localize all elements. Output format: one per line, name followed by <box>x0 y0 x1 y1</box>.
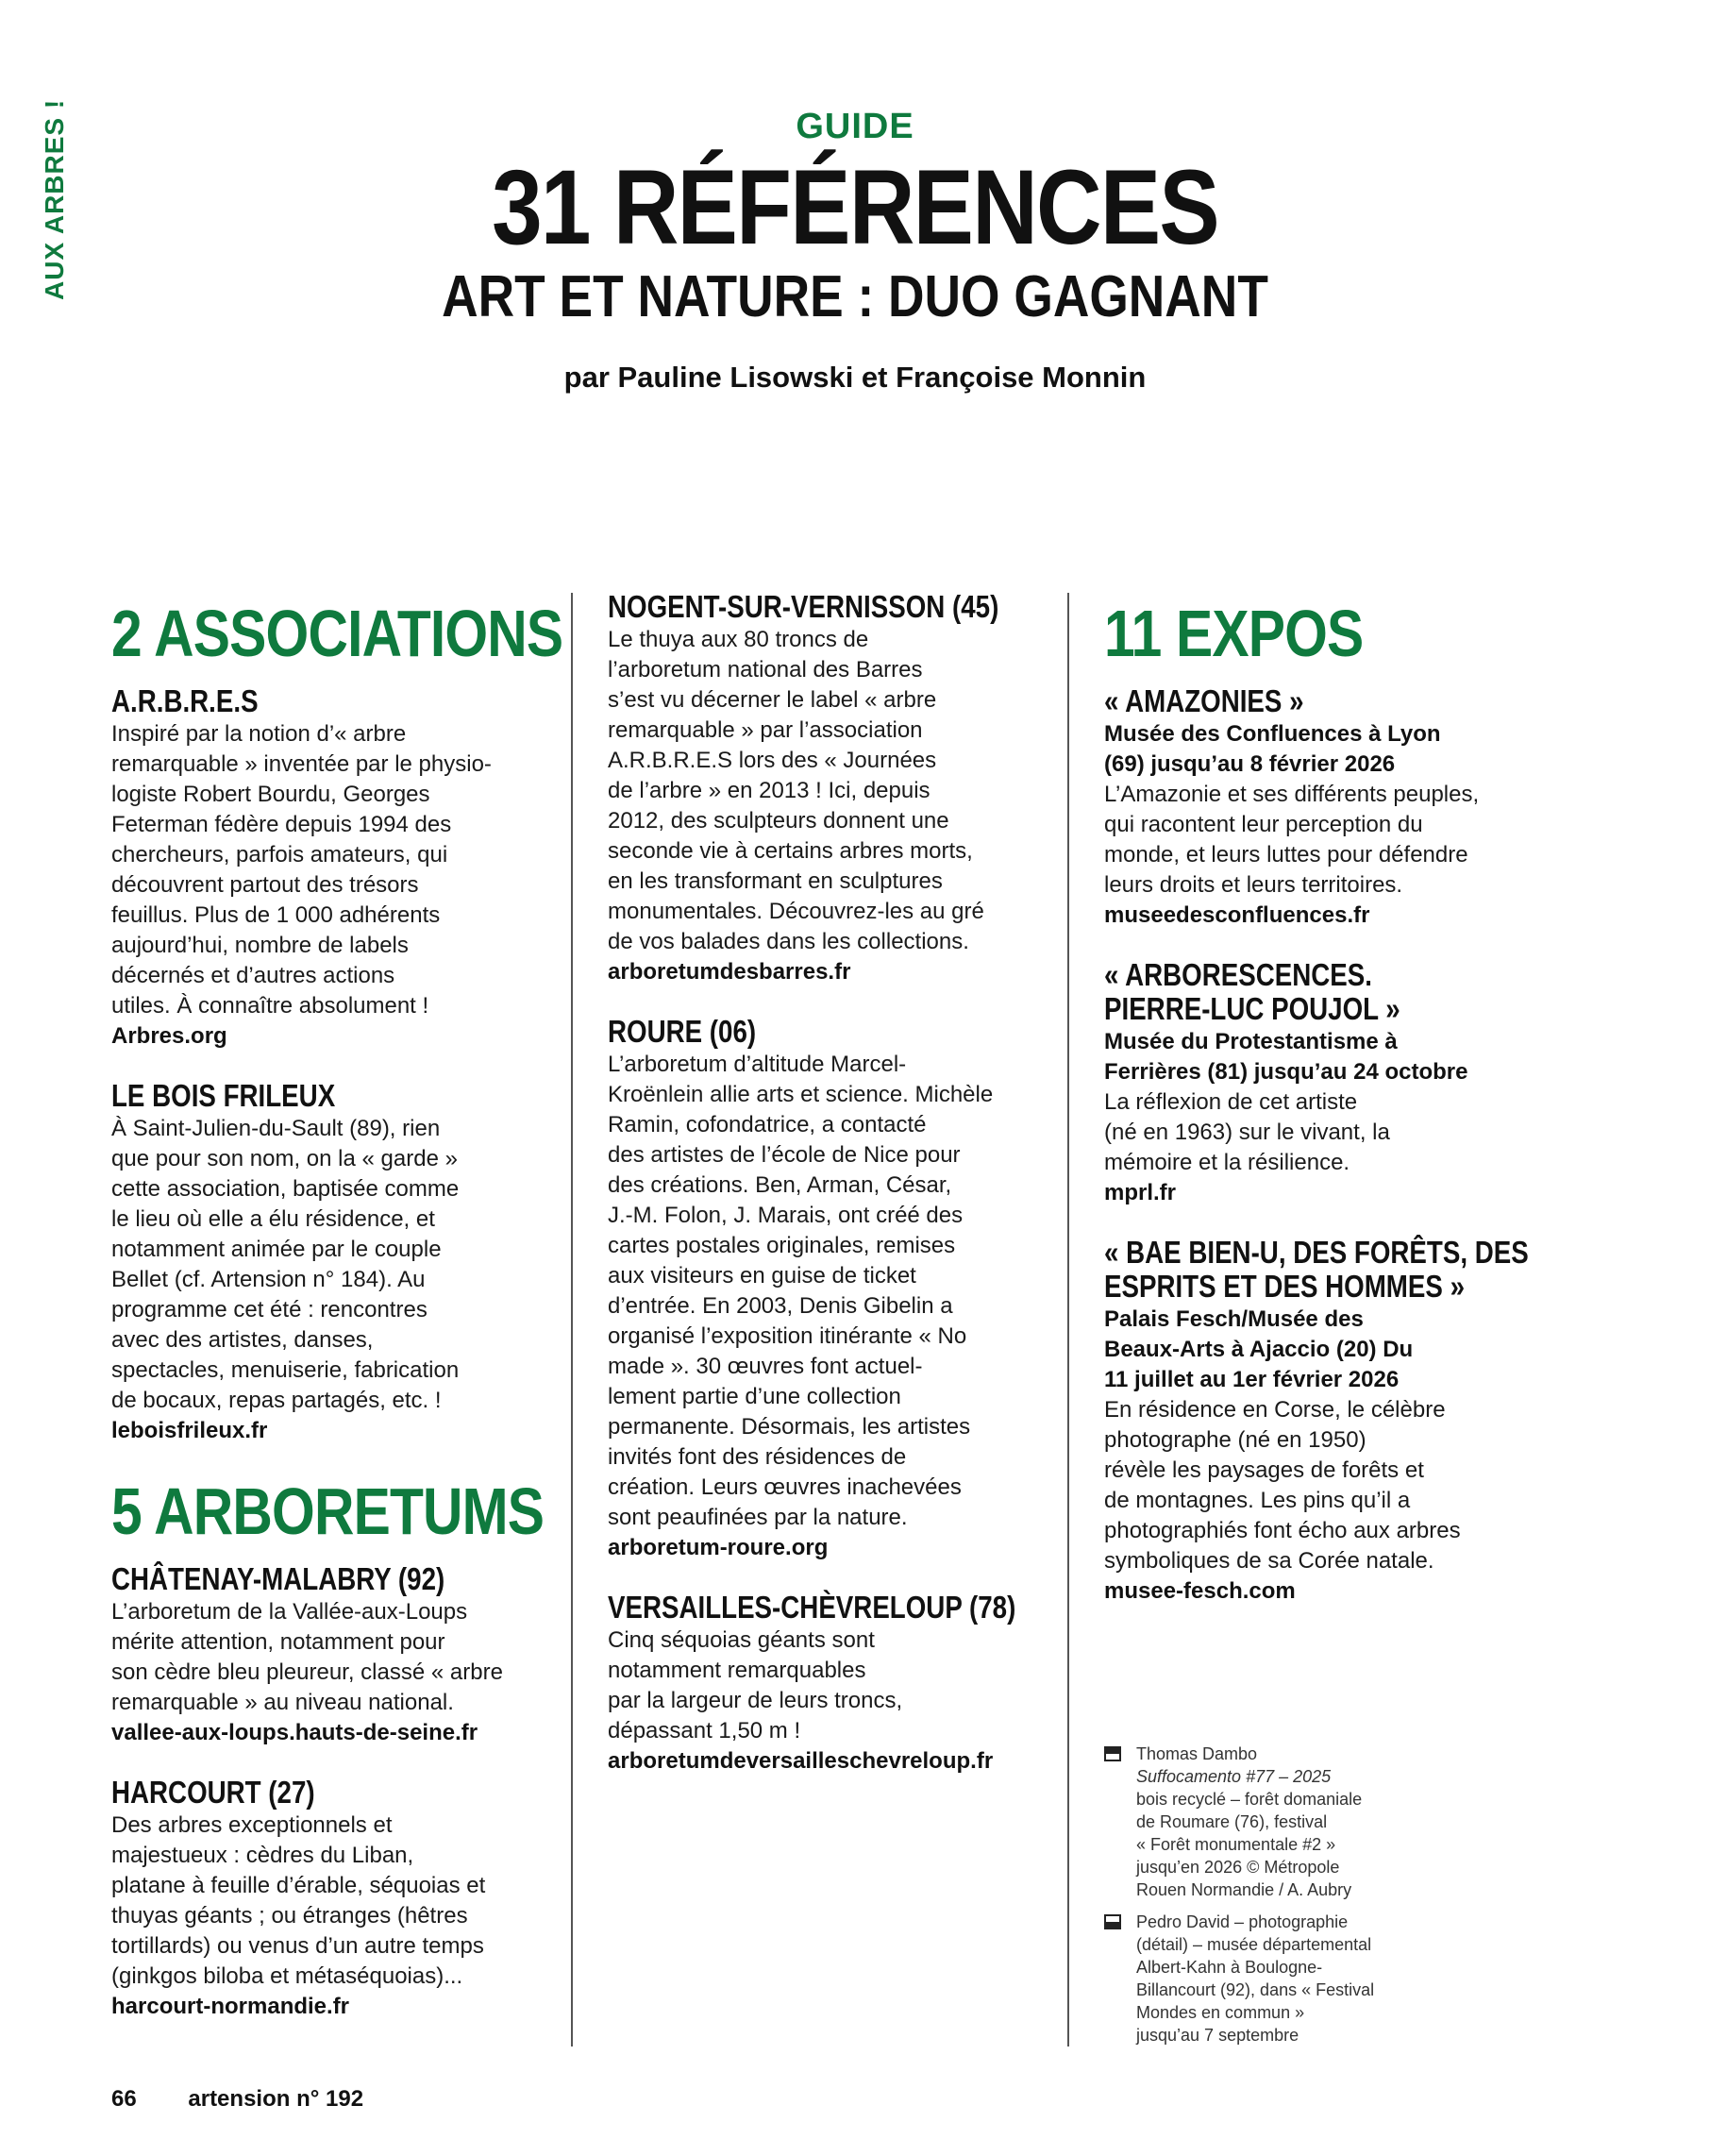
text-line: A.R.B.R.E.S lors des « Journées <box>608 748 937 773</box>
text-line: photographe (né en 1950) <box>1104 1427 1366 1453</box>
text-line: aux visiteurs en guise de ticket <box>608 1263 916 1289</box>
entry-title: PIERRE-LUC POUJOL » <box>1104 991 1400 1026</box>
entry-link[interactable]: arboretumdeversailleschevreloup.fr <box>608 1748 994 1774</box>
text-line: cartes postales originales, remises <box>608 1233 956 1258</box>
entry-link[interactable]: arboretum-roure.org <box>608 1535 829 1560</box>
page-title: 31 RÉFÉRENCES <box>492 148 1218 266</box>
entry-arbres <box>111 685 544 1052</box>
entry-link[interactable]: musee-fesch.com <box>1104 1578 1296 1604</box>
caption-line: Billancourt (92), dans « Festival <box>1136 1980 1375 1999</box>
text-line: platane à feuille d’érable, séquoias et <box>111 1873 486 1898</box>
text-line: qui racontent leur perception du <box>1104 812 1423 837</box>
text-line: d’entrée. En 2003, Denis Gibelin a <box>608 1293 953 1319</box>
section-title-associations: 2 ASSOCIATIONS <box>111 597 563 670</box>
caption-line: bois recyclé – forêt domaniale <box>1136 1790 1363 1809</box>
text-line: s’est vu décerner le label « arbre <box>608 687 937 713</box>
text-line: en les transformant en sculptures <box>608 868 943 894</box>
text-line: L’arboretum d’altitude Marcel- <box>608 1052 907 1077</box>
meta-line: (69) jusqu’au 8 février 2026 <box>1104 751 1396 777</box>
entry-link[interactable]: arboretumdesbarres.fr <box>608 959 851 985</box>
text-line: de montagnes. Les pins qu’il a <box>1104 1488 1411 1513</box>
text-line: de vos balades dans les collections. <box>608 929 969 954</box>
text-line: J.-M. Folon, J. Marais, ont créé des <box>608 1203 964 1228</box>
text-line: que pour son nom, on la « garde » <box>111 1146 458 1171</box>
caption-line: jusqu’au 7 septembre <box>1136 2026 1299 2045</box>
text-line: sont peaufinées par la nature. <box>608 1505 908 1530</box>
text-line: création. Leurs œuvres inachevées <box>608 1474 962 1500</box>
text-line: mémoire et la résilience. <box>1104 1150 1350 1175</box>
kicker: GUIDE <box>796 107 914 146</box>
text-line: symboliques de sa Corée natale. <box>1104 1548 1434 1574</box>
entry-title: ROURE (06) <box>608 1014 757 1049</box>
text-line: photographiés font écho aux arbres <box>1104 1518 1461 1543</box>
text-line: Des arbres exceptionnels et <box>111 1812 393 1838</box>
page-subtitle: ART ET NATURE : DUO GAGNANT <box>442 264 1268 329</box>
text-line: leurs droits et leurs territoires. <box>1104 872 1403 898</box>
text-line: dépassant 1,50 m ! <box>608 1718 801 1743</box>
text-line: cette association, baptisée comme <box>111 1176 460 1202</box>
section-title-arboretums: 5 ARBORETUMS <box>111 1474 545 1548</box>
caption-line: Mondes en commun » <box>1136 2003 1305 2022</box>
image-position-icon <box>1104 1746 1121 1761</box>
entry-text <box>111 719 544 1021</box>
entry-roure <box>608 1016 1042 1563</box>
text-line: tortillards) ou venus d’un autre temps <box>111 1933 484 1959</box>
caption-line: « Forêt monumentale #2 » <box>1136 1835 1336 1854</box>
caption-line: (détail) – musée départemental <box>1136 1935 1372 1954</box>
entry-harcourt <box>111 1777 544 2022</box>
entry-link[interactable]: leboisfrileux.fr <box>111 1418 268 1443</box>
text-line: Inspiré par la notion d’« arbre <box>111 721 407 747</box>
entry-title: A.R.B.R.E.S <box>111 683 259 718</box>
entry-text <box>608 1050 1042 1533</box>
text-line: mérite attention, notamment pour <box>111 1629 445 1655</box>
page-footer <box>111 2086 363 2113</box>
text-line: feuillus. Plus de 1 000 adhérents <box>111 902 441 928</box>
entry-text <box>608 1625 1042 1746</box>
text-line: notamment remarquables <box>608 1658 866 1683</box>
entry-meta <box>1104 1305 1548 1395</box>
text-line: Le thuya aux 80 troncs de <box>608 627 869 652</box>
text-line: L’Amazonie et ses différents peuples, <box>1104 782 1480 807</box>
column-3 <box>1104 591 1548 1635</box>
text-line: avec des artistes, danses, <box>111 1327 374 1353</box>
entry-title: CHÂTENAY-MALABRY (92) <box>111 1561 445 1596</box>
entry-title: VERSAILLES-CHÈVRELOUP (78) <box>608 1590 1016 1625</box>
text-line: utiles. À connaître absolument ! <box>111 993 429 1019</box>
entry-text <box>608 625 1042 957</box>
side-label-text: AUX ARBRES ! <box>40 98 69 300</box>
text-line: Bellet (cf. Artension n° 184). Au <box>111 1267 426 1292</box>
entry-title: LE BOIS FRILEUX <box>111 1078 336 1113</box>
text-line: son cèdre bleu pleureur, classé « arbre <box>111 1659 503 1685</box>
entry-link[interactable]: mprl.fr <box>1104 1180 1177 1205</box>
text-line: (né en 1963) sur le vivant, la <box>1104 1120 1390 1145</box>
entry-text <box>111 1811 544 1992</box>
text-line: organisé l’exposition itinérante « No <box>608 1323 967 1349</box>
caption-line: Rouen Normandie / A. Aubry <box>1136 1880 1352 1899</box>
column-divider <box>1067 593 1069 2047</box>
caption-line: Albert-Kahn à Boulogne- <box>1136 1958 1323 1977</box>
entry-arborescences <box>1104 959 1548 1208</box>
text-line: l’arboretum national des Barres <box>608 657 923 682</box>
entry-meta <box>1104 719 1548 780</box>
text-line: 2012, des sculpteurs donnent une <box>608 808 949 834</box>
text-line: remarquable » au niveau national. <box>111 1690 454 1715</box>
entry-link[interactable]: harcourt-normandie.fr <box>111 1994 350 2019</box>
text-line: Kroënlein allie arts et science. Michèle <box>608 1082 994 1107</box>
text-line: le lieu où elle a élu résidence, et <box>111 1206 435 1232</box>
text-line: monde, et leurs luttes pour défendre <box>1104 842 1468 867</box>
entry-versailles <box>608 1592 1042 1777</box>
text-line: programme cet été : rencontres <box>111 1297 428 1322</box>
entry-text <box>111 1597 544 1718</box>
text-line: aujourd’hui, nombre de labels <box>111 933 409 958</box>
entry-nogent <box>608 591 1042 987</box>
text-line: remarquable » par l’association <box>608 717 923 743</box>
caption-line: jusqu’en 2026 © Métropole <box>1136 1858 1340 1877</box>
text-line: spectacles, menuiserie, fabrication <box>111 1357 460 1383</box>
page-header <box>0 98 1710 398</box>
text-line: lement partie d’une collection <box>608 1384 901 1409</box>
text-line: notamment animée par le couple <box>111 1237 442 1262</box>
entry-title: « AMAZONIES » <box>1104 683 1304 718</box>
text-line: des artistes de l’école de Nice pour <box>608 1142 961 1168</box>
entry-link[interactable]: Arbres.org <box>111 1023 227 1049</box>
entry-title: « BAE BIEN-U, DES FORÊTS, DES <box>1104 1235 1529 1270</box>
column-divider <box>571 593 573 2047</box>
meta-line: Musée des Confluences à Lyon <box>1104 721 1441 747</box>
text-line: chercheurs, parfois amateurs, qui <box>111 842 448 867</box>
text-line: découvrent partout des trésors <box>111 872 419 898</box>
column-1 <box>111 591 563 2050</box>
meta-line: Musée du Protestantisme à <box>1104 1029 1398 1054</box>
text-line: La réflexion de cet artiste <box>1104 1089 1358 1115</box>
text-line: remarquable » inventée par le physio- <box>111 751 492 777</box>
section-title-expos: 11 EXPOS <box>1104 597 1364 670</box>
meta-line: Ferrières (81) jusqu’au 24 octobre <box>1104 1059 1468 1085</box>
caption-line: Suffocamento #77 – 2025 <box>1136 1767 1332 1786</box>
text-line: décernés et d’autres actions <box>111 963 395 988</box>
entry-link[interactable]: vallee-aux-loups.hauts-de-seine.fr <box>111 1720 478 1745</box>
text-line: permanente. Désormais, les artistes <box>608 1414 971 1440</box>
text-line: À Saint-Julien-du-Sault (89), rien <box>111 1116 441 1141</box>
meta-line: Beaux-Arts à Ajaccio (20) Du <box>1104 1337 1414 1362</box>
entry-amazonies <box>1104 685 1548 931</box>
text-line: de l’arbre » en 2013 ! Ici, depuis <box>608 778 930 803</box>
text-line: made ». 30 œuvres font actuel- <box>608 1354 923 1379</box>
magazine-issue: artension n° 192 <box>188 2086 364 2112</box>
entry-title: NOGENT-SUR-VERNISSON (45) <box>608 589 999 624</box>
text-line: Ramin, cofondatrice, a contacté <box>608 1112 927 1137</box>
text-line: monumentales. Découvrez-les au gré <box>608 899 984 924</box>
text-line: des créations. Ben, Arman, César, <box>608 1172 952 1198</box>
entry-bae-bien-u <box>1104 1237 1548 1607</box>
text-line: En résidence en Corse, le célèbre <box>1104 1397 1446 1423</box>
entry-text <box>111 1114 544 1416</box>
entry-text <box>1104 1395 1548 1576</box>
entry-chatenay <box>111 1563 544 1748</box>
photo-caption <box>1104 1911 1416 2047</box>
text-line: L’arboretum de la Vallée-aux-Loups <box>111 1599 468 1625</box>
text-line: seconde vie à certains arbres morts, <box>608 838 973 864</box>
column-2 <box>608 591 1042 1805</box>
photo-caption <box>1104 1743 1416 1901</box>
text-line: logiste Robert Bourdu, Georges <box>111 782 430 807</box>
text-line: révèle les paysages de forêts et <box>1104 1457 1424 1483</box>
text-line: Cinq séquoias géants sont <box>608 1627 875 1653</box>
text-line: par la largeur de leurs troncs, <box>608 1688 903 1713</box>
text-line: invités font des résidences de <box>608 1444 907 1470</box>
caption-text <box>1136 1911 1416 2047</box>
image-position-icon <box>1104 1914 1121 1929</box>
entry-text <box>1104 780 1548 901</box>
entry-link[interactable]: museedesconfluences.fr <box>1104 902 1370 928</box>
byline: par Pauline Lisowski et Françoise Monnin <box>563 361 1147 394</box>
caption-line: de Roumare (76), festival <box>1136 1812 1328 1831</box>
text-line: thuyas géants ; ou étranges (hêtres <box>111 1903 468 1929</box>
entry-text <box>1104 1087 1548 1178</box>
page-number: 66 <box>111 2086 137 2112</box>
entry-title: « ARBORESCENCES. <box>1104 957 1372 992</box>
caption-line: Pedro David – photographie <box>1136 1912 1349 1931</box>
text-line: majestueux : cèdres du Liban, <box>111 1843 414 1868</box>
caption-text <box>1136 1743 1416 1901</box>
text-line: Feterman fédère depuis 1994 des <box>111 812 452 837</box>
entry-meta <box>1104 1027 1548 1087</box>
text-line: (ginkgos biloba et métaséquoias)... <box>111 1963 463 1989</box>
text-line: de bocaux, repas partagés, etc. ! <box>111 1388 442 1413</box>
entry-title: ESPRITS ET DES HOMMES » <box>1104 1269 1465 1304</box>
entry-bois-frileux <box>111 1080 544 1446</box>
caption-line: Thomas Dambo <box>1136 1744 1258 1763</box>
meta-line: 11 juillet au 1er février 2026 <box>1104 1367 1400 1392</box>
entry-title: HARCOURT (27) <box>111 1775 315 1810</box>
meta-line: Palais Fesch/Musée des <box>1104 1306 1364 1332</box>
